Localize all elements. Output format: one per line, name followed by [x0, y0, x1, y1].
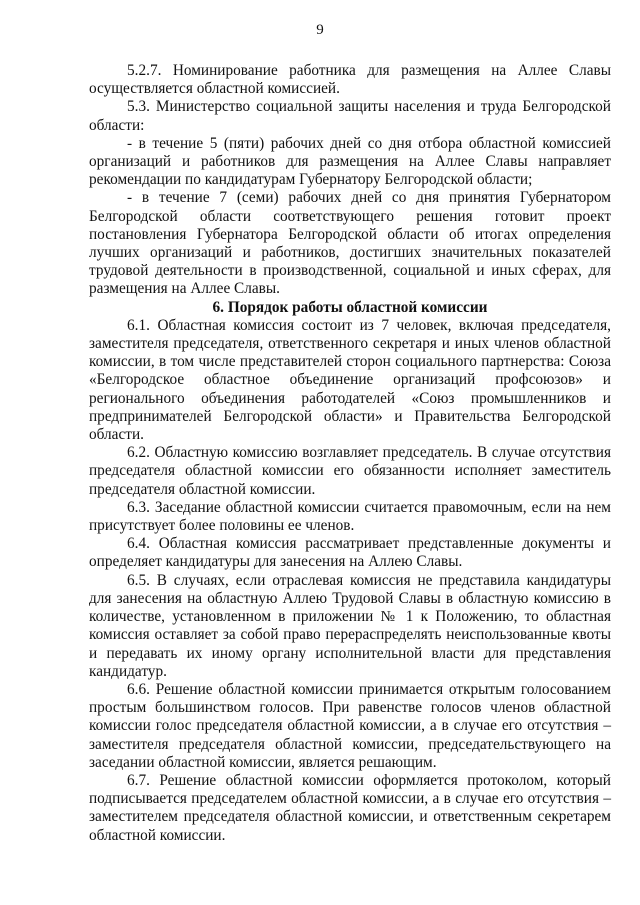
paragraph-6-2: 6.2. Областную комиссию возглавляет председатель. В случае отсутствия председателя областной комиссии его обязанности исполняет заместитель председателя областной комиссии. — [89, 444, 611, 498]
paragraph-5-2-7: 5.2.7. Номинирование работника для размещения на Аллее Славы осуществляется областной комиссией. — [89, 62, 611, 98]
paragraph-6-5: 6.5. В случаях, если отраслевая комиссия не представила кандидатуры для занесения на областную Аллею Трудовой Славы в областную комиссию в количестве, установленном в приложении № 1 к Положению, то областная комиссия оставляет за собой право перераспределять неиспользованные квоты и передавать их иному органу исполнительной власти для представления кандидатур. — [89, 571, 611, 680]
paragraph-6-1: 6.1. Областная комиссия состоит из 7 человек, включая председателя, заместителя председателя, ответственного секретаря и иных членов областной комиссии, в том числе представителей сторон социального партнерства: Союза «Белгородское областное объединение организаций профсоюзов» и регионального объединения работодателей «Союз промышленников и предпринимателей Белгородской области» и Правительства Белгородской области. — [89, 316, 611, 444]
document-body — [89, 62, 611, 845]
paragraph-5-3-item-1: - в течение 5 (пяти) рабочих дней со дня отбора областной комиссией организаций и работников для размещения на Аллее Славы направляет рекомендации по кандидатурам Губернатору Белгородской области; — [89, 134, 611, 189]
paragraph-5-3: 5.3. Министерство социальной защиты населения и труда Белгородской области: — [89, 98, 611, 134]
paragraph-6-3: 6.3. Заседание областной комиссии считается правомочным, если на нем присутствует более половины ее членов. — [89, 498, 611, 535]
section-heading: 6. Порядок работы областной комиссии — [212, 298, 488, 316]
paragraph-6-7: 6.7. Решение областной комиссии оформляется протоколом, который подписывается председателем областной комиссии, а в случае его отсутствия – заместителем председателя областной комиссии, и ответственным секретарем областной комиссии. — [89, 771, 611, 844]
paragraph-6-4: 6.4. Областная комиссия рассматривает представленные документы и определяет кандидатуры для занесения на Аллею Славы. — [89, 535, 611, 571]
paragraph-5-3-item-2: - в течение 7 (семи) рабочих дней со дня принятия Губернатором Белгородской области соответствующего решения готовит проект постановления Губернатора Белгородской области об итогах определения лучших организаций и работников, достигших значительных показателей трудовой деятельности в производственной, социальной и иных сферах, для размещения на Аллее Славы. — [89, 189, 611, 298]
page-number: 9 — [316, 22, 324, 38]
paragraph-6-6: 6.6. Решение областной комиссии принимается открытым голосованием простым большинством голосов. При равенстве голосов членов областной комиссии голос председателя областной комиссии, а в случае его отсутствия – заместителя председателя областной комиссии, председательствующего на заседании областной комиссии, является решающим. — [89, 680, 611, 771]
